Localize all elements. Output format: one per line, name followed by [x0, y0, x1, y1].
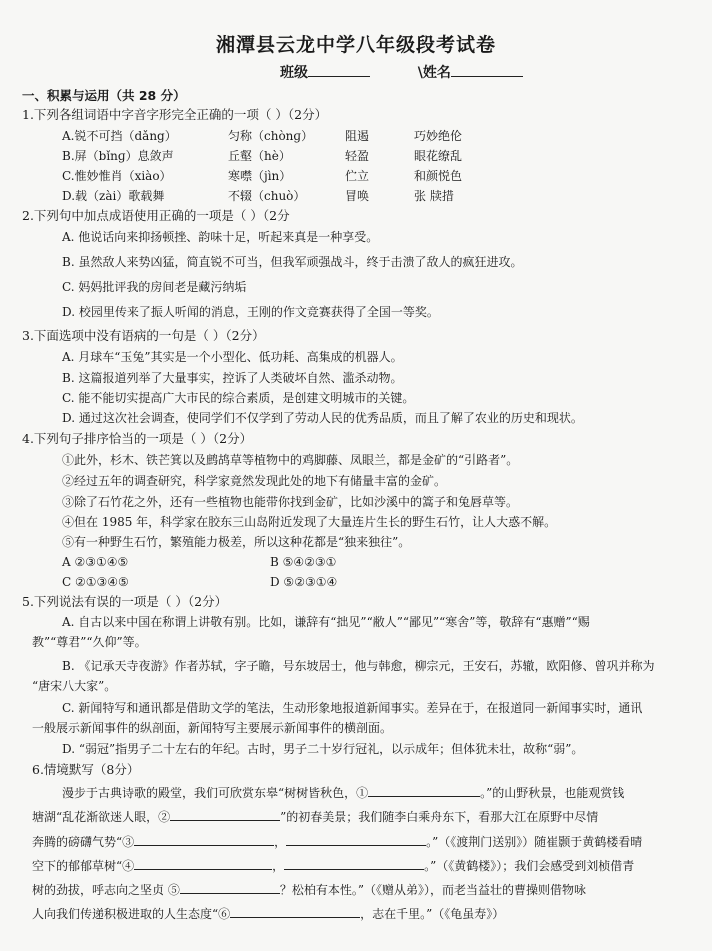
q5-line: A. 自古以来中国在称谓上讲敬有别。比如，谦辞有“拙见”“敝人”“鄙见”“寒舍”等，敬辞有“惠赠”“赐 — [62, 615, 590, 629]
q6-line-6 — [32, 905, 504, 922]
q4-sentence: ④但在 1985 年，科学家在胶东三山岛附近发现了大量连片生长的野生石竹，让人大惑不解。 — [62, 515, 557, 529]
q4-choice-c: C ②①③④⑤ — [62, 575, 129, 589]
q6-text: 树的劲拔，呼志向之坚贞 ⑤ — [32, 883, 180, 897]
q6-line-1 — [62, 784, 624, 801]
q1-cell: D.载（zài）歌载舞 — [62, 189, 165, 203]
q6-line-3 — [32, 833, 642, 850]
q5-line: 教”“尊君”“久仰”等。 — [32, 635, 147, 649]
q4-choice-d: D ⑤②③①④ — [270, 575, 338, 589]
q2-stem: 2.下列句中加点成语使用正确的一项是（ ）（2分 — [22, 208, 290, 223]
q5-line: C. 新闻特写和通讯都是借助文学的笔法，生动形象地报道新闻事实。差异在于，在报道同一新闻事实时，通讯 — [62, 701, 643, 715]
q6-line-2 — [32, 808, 598, 825]
blank-3a[interactable] — [134, 833, 274, 846]
class-label: 班级 — [280, 65, 308, 81]
q1-cell: 巧妙绝伦 — [414, 129, 463, 143]
q1-cell: 眼花缭乱 — [414, 149, 463, 163]
q6-text: 。”的山野秋景，也能观赏钱 — [480, 786, 625, 800]
student-info-line — [280, 62, 523, 82]
q2-option-b: B. 虽然敌人来势凶猛，简直锐不可当，但我军顽强战斗，终于击溃了敌人的疯狂进攻。 — [62, 255, 523, 269]
class-field[interactable] — [308, 64, 370, 77]
q6-text: 空下的郁郁草树“④ — [32, 859, 135, 873]
q1-cell: 张 牍措 — [414, 189, 454, 203]
q2-option-a: A. 他说话向来抑扬顿挫、韵味十足，听起来真是一种享受。 — [62, 230, 379, 244]
q3-stem: 3.下面选项中没有语病的一句是（ ）（2分） — [22, 328, 265, 343]
q5-line: D. “弱冠”指男子二十左右的年纪。古时，男子二十岁行冠礼，以示成年；但体犹未壮，故称“弱”。 — [62, 742, 584, 756]
q6-stem: 6.情境默写（8分） — [32, 762, 140, 777]
q1-cell: 轻盈 — [345, 149, 370, 163]
q1-cell: 伫立 — [345, 169, 370, 183]
q5-line: 一般展示新闻事件的纵剖面，新闻特写主要展示新闻事件的横剖面。 — [32, 721, 393, 735]
name-mark: \ — [417, 65, 423, 81]
q4-sentence: ③除了石竹花之外，还有一些植物也能带你找到金矿，比如沙溪中的篙子和兔唇草等。 — [62, 495, 519, 509]
q3-option-c: C. 能不能切实提高广大市民的综合素质，是创建文明城市的关键。 — [62, 391, 415, 405]
q6-text: 。”（《渡荆门送别》）随崔颢于黄鹤楼看晴 — [426, 835, 643, 849]
name-field[interactable] — [451, 64, 523, 77]
q1-cell: 和颜悦色 — [414, 169, 463, 183]
q6-text: 塘湖“乱花渐欲迷人眼，② — [32, 810, 171, 824]
q1-cell: 不辍（chuò） — [228, 189, 306, 203]
q6-text: 漫步于古典诗歌的殿堂，我们可欣赏东皋“树树皆秋色，① — [62, 786, 369, 800]
q4-sentence: ⑤有一种野生石竹，繁殖能力极差，所以这种花都是“独来独往”。 — [62, 535, 411, 549]
q3-option-d: D. 通过这次社会调查，使同学们不仅学到了劳动人民的优秀品质，而且了解了农业的历史和现状。 — [62, 411, 583, 425]
q4-choice-b: B ⑤④②③① — [270, 555, 337, 569]
q1-cell: 冒唤 — [345, 189, 370, 203]
q1-cell: C.惟妙惟肖（xiào） — [62, 169, 172, 183]
q5-line: B. 《记承天寺夜游》作者苏轼，字子瞻，号东坡居士，他与韩愈，柳宗元，王安石，苏辙，欧阳修、曾巩并称为 — [62, 659, 655, 673]
q3-option-b: B. 这篇报道列举了大量事实，控诉了人类破坏自然、滥杀动物。 — [62, 371, 403, 385]
q1-cell: 阻遏 — [345, 129, 370, 143]
blank-2[interactable] — [170, 808, 280, 821]
q4-stem: 4.下列句子排序恰当的一项是（ ）（2分） — [22, 431, 253, 446]
blank-1[interactable] — [368, 784, 480, 797]
q4-choice-a: A ②③①④⑤ — [62, 555, 129, 569]
q6-text: 奔腾的磅礴气势“③ — [32, 835, 135, 849]
blank-6[interactable] — [230, 905, 360, 918]
q6-text: ？松柏有本性。”（《赠从弟》），而老当益壮的曹操则借物咏 — [279, 883, 586, 897]
q2-option-c: C. 妈妈批评我的房间老是藏污纳垢 — [62, 280, 247, 294]
page-title: 湘潭县云龙中学八年级段考试卷 — [215, 34, 496, 56]
q4-sentence: ①此外，杉木、铁芒箕以及鹧鸪草等植物中的鸡脚藤、凤眼兰，都是金矿的“引路者”。 — [62, 453, 519, 467]
q6-text: ，志在千里。”（《龟虽寿》） — [360, 907, 505, 921]
q1-cell: B.屏（bǐnɡ）息敛声 — [62, 149, 174, 163]
section-heading: 一、积累与运用（共 28 分） — [22, 88, 186, 103]
q1-cell: 寒噤（jìn） — [228, 169, 292, 183]
blank-5[interactable] — [180, 881, 280, 894]
q6-text: ”的初春美景；我们随李白乘舟东下，看那大江在原野中尽情 — [280, 810, 599, 824]
q6-text: 人向我们传递积极进取的人生态度“⑥ — [32, 907, 231, 921]
q6-text: 。”（《黄鹤楼》）；我们会感受到刘桢借青 — [424, 859, 635, 873]
q5-line: “唐宋八大家”。 — [32, 679, 117, 693]
q1-cell: 匀称（chònɡ） — [228, 129, 314, 143]
q1-cell: A.锐不可挡（dǎng） — [62, 129, 177, 143]
q6-text: ， — [274, 835, 287, 849]
q6-line-5 — [32, 881, 586, 898]
blank-3b[interactable] — [286, 833, 426, 846]
name-label: 姓名 — [422, 65, 451, 81]
q6-text: ， — [272, 859, 285, 873]
q4-sentence: ②经过五年的调查研究，科学家竟然发现此处的地下有储量丰富的金矿。 — [62, 474, 447, 488]
q5-stem: 5.下列说法有误的一项是（ ）（2分） — [22, 594, 228, 609]
blank-4a[interactable] — [134, 857, 272, 870]
q6-line-4 — [32, 857, 634, 874]
q2-option-d: D. 校园里传来了振人听闻的消息，王刚的作文竞赛获得了全国一等奖。 — [62, 305, 439, 319]
blank-4b[interactable] — [284, 857, 424, 870]
q3-option-a: A. 月球车“玉兔”其实是一个小型化、低功耗、高集成的机器人。 — [62, 350, 403, 364]
q1-cell: 丘壑（hè） — [228, 149, 291, 163]
q1-stem: 1.下列各组词语中字音字形完全正确的一项（ ）（2分） — [22, 107, 328, 122]
